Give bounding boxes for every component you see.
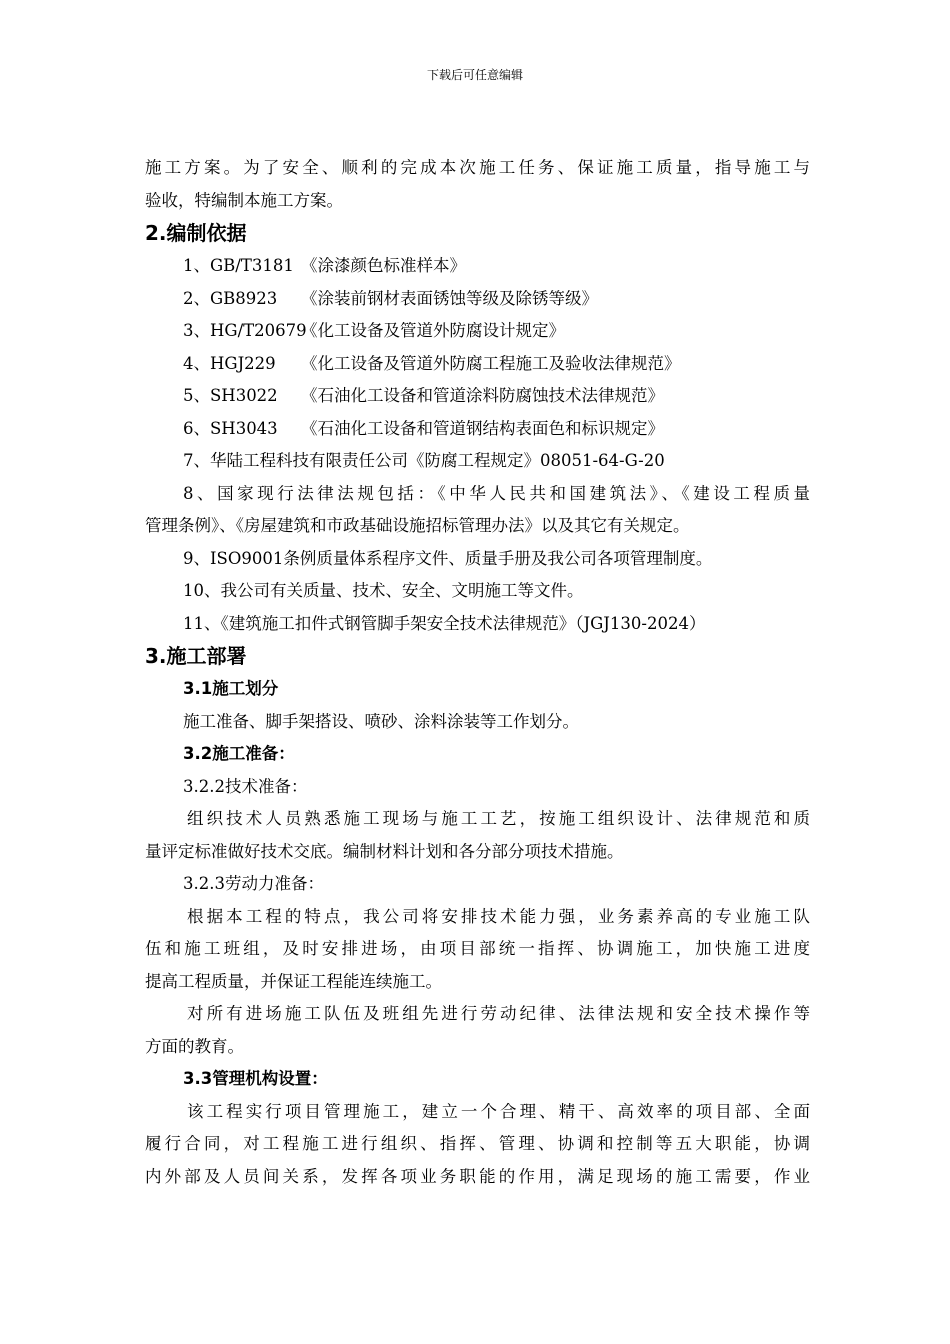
reference-code: 6、SH3043 (183, 418, 278, 438)
document-body (145, 152, 810, 1193)
reference-item-10: 10、我公司有关质量、技术、安全、文明施工等文件。 (183, 581, 584, 600)
reference-item-6 (145, 413, 810, 446)
section-3-3-line-1: 该工程实行项目管理施工，建立一个合理、精干、高效率的项目部、全面 (187, 1101, 810, 1121)
reference-name: 《涂装前钢材表面锈蚀等级及除锈等级》 (301, 288, 598, 308)
reference-name: 《化工设备及管道外防腐设计规定》 (301, 321, 565, 340)
reference-name: 《化工设备及管道外防腐工程施工及验收法律规范》 (301, 353, 681, 373)
reference-item-8-line-1: 8、国家现行法律法规包括：《中华人民共和国建筑法》、《建设工程质量 (183, 483, 810, 503)
reference-code: 4、HGJ229 (183, 353, 276, 373)
section-3-2-2-line-2: 量评定标准做好技术交底。编制材料计划和各分部分项技术措施。 (145, 841, 624, 861)
reference-item-8-line-2: 管理条例》、《房屋建筑和市政基础设施招标管理办法》以及其它有关规定。 (145, 516, 690, 535)
reference-item-2 (145, 283, 810, 316)
section-3-2-3-para-2-line-1: 对所有进场施工队伍及班组先进行劳动纪律、法律法规和安全技术操作等 (187, 1004, 810, 1023)
section-3-2-3-heading: 3.2.3劳动力准备： (183, 874, 324, 893)
reference-item-4 (145, 348, 810, 381)
section-3-2-3-para-2-line-2: 方面的教育。 (145, 1036, 244, 1056)
reference-name: 《涂漆颜色标准样本》 (301, 256, 466, 275)
section-3-heading: 3.施工部署 (145, 644, 247, 668)
reference-item-5 (145, 380, 810, 413)
reference-item-9: 9、ISO9001条例质量体系程序文件、质量手册及我公司各项管理制度。 (183, 548, 713, 568)
reference-code: 1、GB/T3181 (183, 256, 294, 275)
section-3-3-heading: 3.3管理机构设置： (183, 1069, 328, 1088)
reference-code: 2、GB8923 (183, 288, 278, 308)
section-3-2-heading: 3.2施工准备： (183, 744, 295, 763)
section-3-1-heading: 3.1施工划分 (183, 679, 279, 698)
section-3-2-2-heading: 3.2.2技术准备： (183, 776, 308, 796)
reference-item-11: 11、《建筑施工扣件式钢管脚手架安全技术法律规范》（JGJ130-2024） (183, 613, 706, 633)
section-3-1-text: 施工准备、脚手架搭设、喷砂、涂料涂装等工作划分。 (183, 711, 579, 731)
section-3-2-3-line-2: 伍和施工班组，及时安排进场，由项目部统一指挥、协调施工，加快施工进度 (145, 939, 810, 958)
reference-item-1 (145, 250, 810, 283)
reference-item-7: 7、华陆工程科技有限责任公司《防腐工程规定》08051-64-G-20 (183, 451, 665, 470)
section-3-2-2-line-1: 组织技术人员熟悉施工现场与施工工艺，按施工组织设计、法律规范和质 (187, 809, 810, 828)
reference-item-3 (145, 315, 810, 348)
section-2-heading: 2.编制依据 (145, 221, 247, 245)
page-header: 下载后可任意编辑 (426, 68, 523, 82)
section-3-3-line-2: 履行合同，对工程施工进行组织、指挥、管理、协调和控制等五大职能，协调 (145, 1134, 810, 1153)
section-3-2-3-line-1: 根据本工程的特点，我公司将安排技术能力强，业务素养高的专业施工队 (187, 906, 810, 926)
reference-code: 3、HG/T20679 (183, 321, 307, 340)
reference-name: 《石油化工设备和管道涂料防腐蚀技术法律规范》 (301, 386, 664, 405)
intro-line-1: 施工方案。为了安全、顺利的完成本次施工任务、保证施工质量，指导施工与 (145, 158, 810, 177)
section-3-3-line-3: 内外部及人员间关系，发挥各项业务职能的作用，满足现场的施工需要，作业 (145, 1166, 810, 1186)
section-3-2-3-line-3: 提高工程质量，并保证工程能连续施工。 (145, 971, 442, 991)
intro-line-2: 验收，特编制本施工方案。 (145, 190, 343, 210)
reference-code: 5、SH3022 (183, 386, 278, 405)
reference-name: 《石油化工设备和管道钢结构表面色和标识规定》 (301, 418, 664, 438)
